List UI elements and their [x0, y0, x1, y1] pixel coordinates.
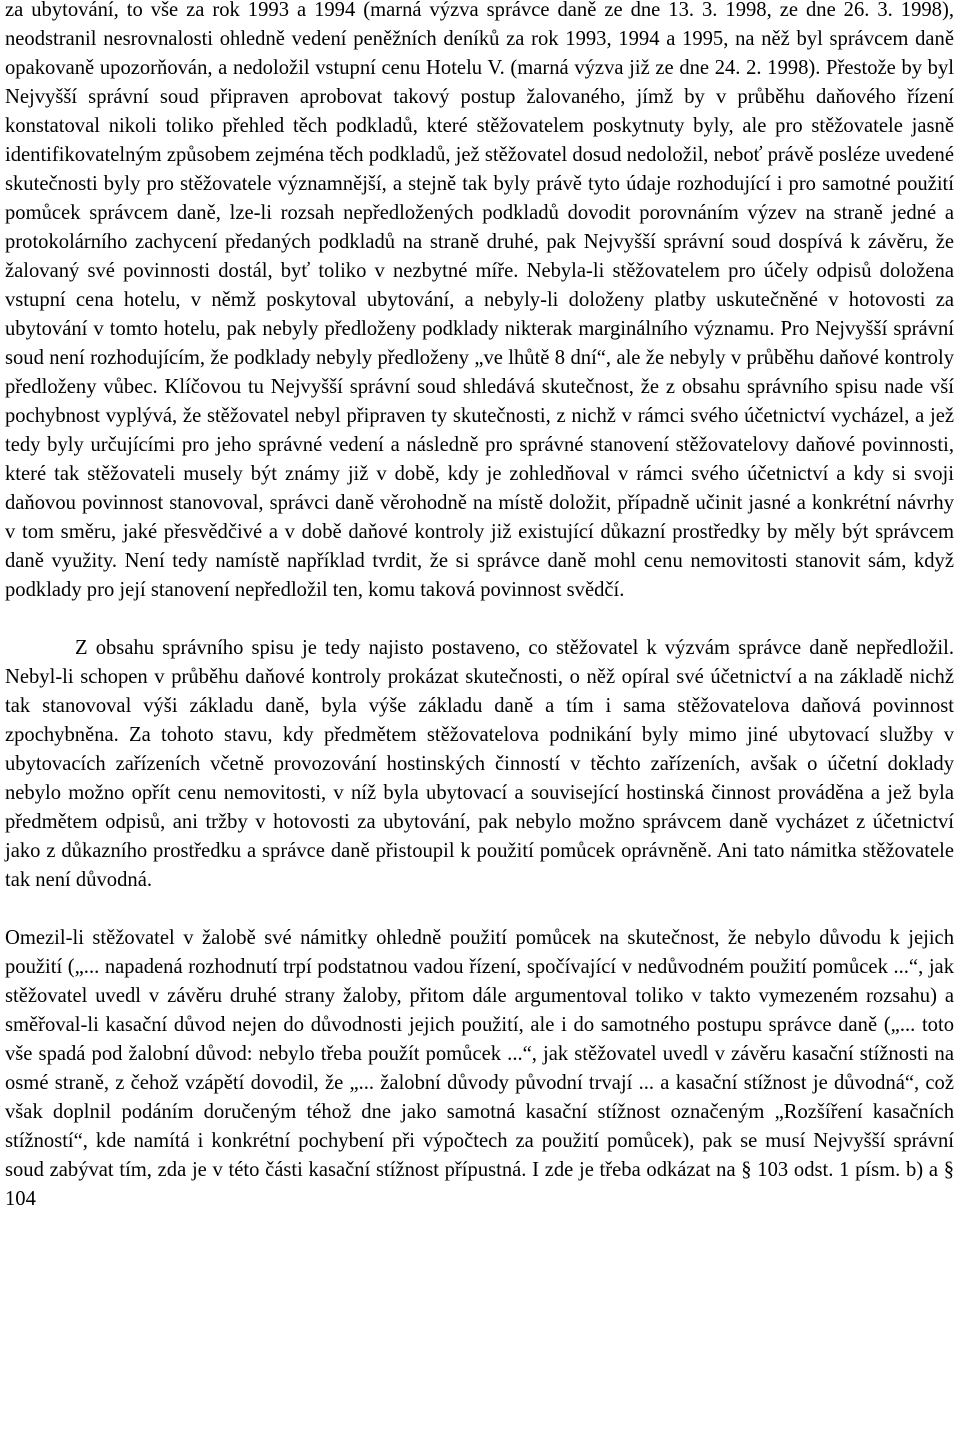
- paragraph-1: za ubytování, to vše za rok 1993 a 1994 (marná výzva správce daně ze dne 13. 3. 1998, ze dne 26. 3. 1998), neodstranil nesrovnalosti ohledně vedení peněžních deníků za rok 1993, 1994 a 1995, na něž byl správcem daně opakovaně upozorňován, a nedoložil vstupní cenu Hotelu V. (marná výzva již ze dne 24. 2. 1998). Přestože by byl Nejvyšší správní soud připraven aprobovat takový postup žalovaného, jímž by v průběhu daňového řízení konstatoval nikoli toliko přehled těch podkladů, které stěžovatelem poskytnuty byly, ale pro stěžovatele jasně identifikovatelným způsobem zejména těch podkladů, jež stěžovatel dosud nedoložil, neboť právě posléze uvedené skutečnosti byly pro stěžovatele významnější, a stejně tak byly právě tyto údaje rozhodující i pro samotné použití pomůcek správcem daně, lze-li rozsah nepředložených podkladů dovodit porovnáním výzev na straně jedné a protokolárního zachycení předaných podkladů na straně druhé, pak Nejvyšší správní soud dospívá k závěru, že žalovaný své povinnosti dostál, byť toliko v nezbytné míře. Nebyla-li stěžovatelem pro účely odpisů doložena vstupní cena hotelu, v němž poskytoval ubytování, a nebyly-li doloženy platby uskutečněné v hotovosti za ubytování v tomto hotelu, pak nebyly předloženy podklady nikterak marginálního významu. Pro Nejvyšší správní soud není rozhodujícím, že podklady nebyly předloženy „ve lhůtě 8 dní“, ale že nebyly v průběhu daňové kontroly předloženy vůbec. Klíčovou tu Nejvyšší správní soud shledává skutečnost, že z obsahu správního spisu nade vší pochybnost vyplývá, že stěžovatel nebyl připraven ty skutečnosti, z nichž v rámci svého účetnictví vycházel, a jež tedy byly určujícími pro jeho správné vedení a následně pro správné stanovení stěžovatelovy daňové povinnosti, které tak stěžovateli musely být známy již v době, kdy je zohledňoval v rámci svého účetnictví a kdy si svoji daňovou povinnost stanovoval, správci daně věrohodně na místě doložit, případně učinit jasné a konkrétní návrhy v tom směru, jaké přesvědčivé a v době daňové kontroly již existující důkazní prostředky by měly být správcem daně využity. Není tedy namístě například tvrdit, že si správce daně mohl cenu nemovitosti stanovit sám, když podklady pro její stanovení nepředložil ten, komu taková povinnost svědčí.: [5, 0, 954, 601]
- paragraph-3: Omezil-li stěžovatel v žalobě své námitky ohledně použití pomůcek na skutečnost, že nebylo důvodu k jejich použití („... napadená rozhodnutí trpí podstatnou vadou řízení, spočívající v nedůvodném použití pomůcek ...“, jak stěžovatel uvedl v závěru druhé strany žaloby, přitom dále argumentoval toliko v takto vymezeném rozsahu) a směřoval-li kasační důvod nejen do důvodnosti jejich použití, ale i do samotného postupu správce daně („... toto vše spadá pod žalobní důvod: nebylo třeba použít pomůcek ...“, jak stěžovatel uvedl v závěru kasační stížnosti na osmé straně, z čehož vzápětí dovodil, že „... žalobní důvody původní trvají ... a kasační stížnost je důvodná“, což však doplnil podáním doručeným téhož dne jako samotná kasační stížnost označeným „Rozšíření kasačních stížností“, kde namítá i konkrétní pochybení při výpočtech za použití pomůcek), pak se musí Nejvyšší správní soud zabývat tím, zda je v této části kasační stížnost přípustná. I zde je třeba odkázat na § 103 odst. 1 písm. b) a § 104: [5, 927, 954, 1210]
- paragraph-2: Z obsahu správního spisu je tedy najisto postaveno, co stěžovatel k výzvám správce daně nepředložil. Nebyl-li schopen v průběhu daňové kontroly prokázat skutečnosti, o něž opíral své účetnictví a na základě nichž tak stanovoval výši základu daně, byla výše základu daně a tím i sama stěžovatelova daňová povinnost zpochybněna. Za tohoto stavu, kdy předmětem stěžovatelova podnikání byly mimo jiné ubytovací služby v ubytovacích zařízeních včetně provozování hostinských činností v těchto zařízeních, avšak o účetní doklady nebylo možno opřít cenu nemovitosti, v níž byla ubytovací a související hostinská činnost prováděna a jež byla předmětem odpisů, ani tržby v hotovosti za ubytování, pak nebylo možno správcem daně vycházet z účetnictví jako z důkazního prostředku a správce daně přistoupil k použití pomůcek oprávněně. Ani tato námitka stěžovatele tak není důvodná.: [5, 637, 954, 891]
